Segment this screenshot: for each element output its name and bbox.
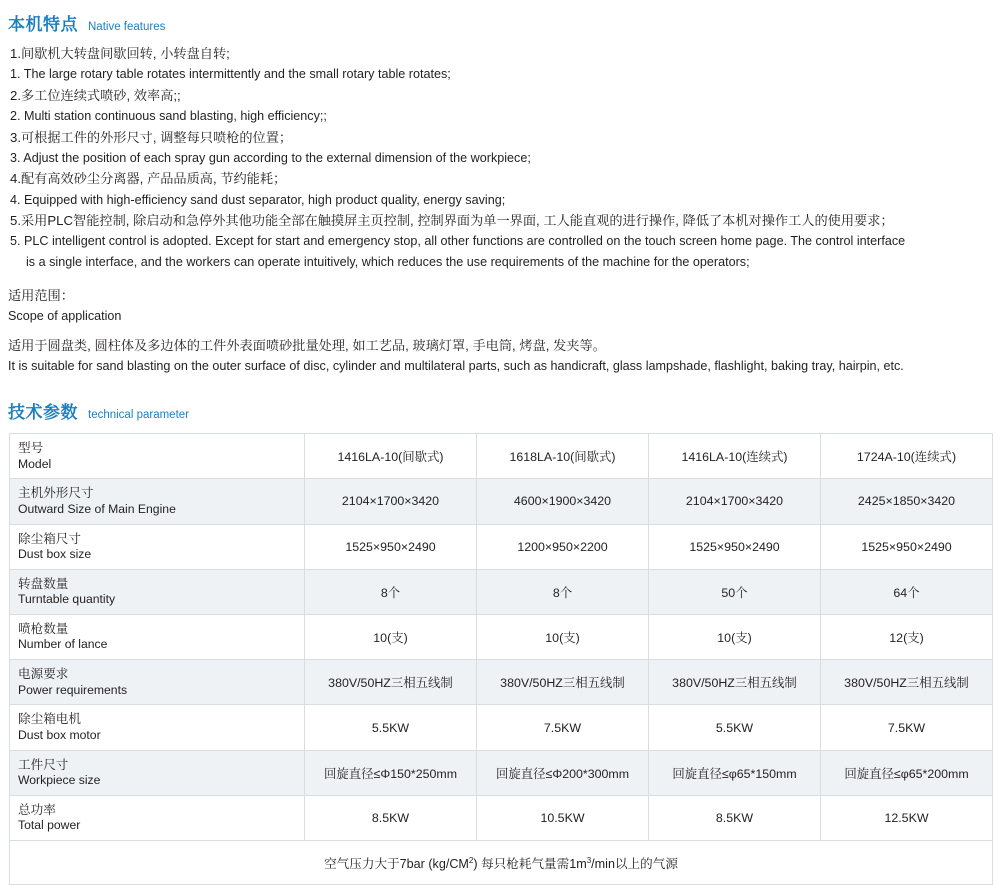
row-label-en: Outward Size of Main Engine [18,501,176,516]
table-footnote [10,841,993,885]
cell-value: 1618LA-10(间歇式) [477,434,649,479]
params-section-header [8,398,992,423]
feature-item: 1.间歇机大转盘间歇回转, 小转盘自转; [10,46,230,61]
footnote-sup-area: 2 [468,855,474,865]
scope-section [8,286,992,376]
features-title-en: Native features [88,21,166,33]
features-list [10,43,992,272]
params-title-cn: 技术参数 [8,403,78,423]
table-footnote-row [10,841,993,885]
table-row [10,795,993,840]
cell-value: 4600×1900×3420 [477,479,649,524]
cell-value: 8个 [477,569,649,614]
cell-value: 10(支) [305,615,477,660]
features-section-header [8,10,992,35]
row-label-en: Power requirements [18,682,128,697]
cell-value: 回旋直径≤φ65*150mm [649,750,821,795]
row-label-en: Number of lance [18,637,108,652]
row-label-en: Dust box motor [18,727,101,742]
footnote-suffix: ) 每只枪耗气量需1m [473,857,587,872]
footnote-sup-volume: 3 [586,855,592,865]
row-label-cn: 喷枪数量 [18,622,69,637]
row-label [10,750,305,795]
row-label-en: Model [18,456,52,471]
cell-value: 64个 [821,569,993,614]
cell-value: 8.5KW [305,795,477,840]
feature-item: 2.多工位连续式喷砂, 效率高;; [10,87,181,103]
row-label [10,705,305,750]
row-label-cn: 转盘数量 [18,576,69,591]
row-label [10,479,305,524]
feature-item: 3.可根据工件的外形尺寸, 调整每只喷枪的位置； [10,129,293,145]
row-label-cn: 电源要求 [18,667,69,682]
table-row [10,750,993,795]
row-label [10,434,305,479]
table-row [10,524,993,569]
table-row [10,705,993,750]
row-label-en: Turntable quantity [18,592,116,607]
cell-value: 10(支) [649,615,821,660]
row-label-en: Total power [18,818,81,833]
cell-value: 1416LA-10(间歇式) [305,434,477,479]
row-label-cn: 工件尺寸 [18,757,69,772]
cell-value: 380V/50HZ三相五线制 [821,660,993,705]
feature-item: 4.配有高效砂尘分离器, 产品品质高, 节约能耗； [10,171,287,187]
row-label [10,660,305,705]
feature-item: 2. Multi station continuous sand blasting, high efficiency;; [10,109,327,124]
cell-value: 380V/50HZ三相五线制 [649,660,821,705]
cell-value: 50个 [649,569,821,614]
cell-value: 回旋直径≤Φ150*250mm [305,750,477,795]
feature-item: is a single interface, and the workers can operate intuitively, which reduces the use requirements of the machine for the operators; [26,254,750,269]
cell-value: 380V/50HZ三相五线制 [305,660,477,705]
cell-value: 2104×1700×3420 [649,479,821,524]
table-row [10,569,993,614]
row-label [10,795,305,840]
footnote-end: /min以上的气源 [591,857,678,872]
footnote-prefix: 空气压力大于7bar (kg/CM [324,857,469,872]
cell-value: 5.5KW [305,705,477,750]
cell-value: 12(支) [821,615,993,660]
row-label-en: Dust box size [18,546,92,561]
cell-value: 1525×950×2490 [649,524,821,569]
params-title-en: technical parameter [88,409,189,422]
row-label-cn: 型号 [18,441,44,456]
cell-value: 回旋直径≤Φ200*300mm [477,750,649,795]
feature-item: 1. The large rotary table rotates intermittently and the small rotary table rotates; [10,67,451,82]
cell-value: 380V/50HZ三相五线制 [477,660,649,705]
table-row [10,479,993,524]
cell-value: 8个 [305,569,477,614]
cell-value: 5.5KW [649,705,821,750]
cell-value: 回旋直径≤φ65*200mm [821,750,993,795]
cell-value: 10(支) [477,615,649,660]
cell-value: 1200×950×2200 [477,524,649,569]
row-label-en: Workpiece size [18,773,101,788]
cell-value: 2425×1850×3420 [821,479,993,524]
scope-body-en: It is suitable for sand blasting on the outer surface of disc, cylinder and multilateral parts, such as handicraft, glass lampshade, flashlight, baking tray, hairpin, etc. [8,358,904,373]
cell-value: 7.5KW [477,705,649,750]
cell-value: 1724A-10(连续式) [821,434,993,479]
feature-item: 4. Equipped with high-efficiency sand dust separator, high product quality, energy saving; [10,192,506,207]
row-label [10,569,305,614]
row-label [10,615,305,660]
feature-item: 5. PLC intelligent control is adopted. Except for start and emergency stop, all other functions are controlled on the touch screen home page. The control interface [10,234,906,249]
scope-title-en: Scope of application [8,308,122,323]
specifications-table [9,433,993,885]
cell-value: 1525×950×2490 [305,524,477,569]
table-row [10,615,993,660]
feature-item: 5.采用PLC智能控制, 除启动和急停外其他功能全部在触摸屏主页控制, 控制界面为单一界面, 工人能直观的进行操作, 降低了本机对操作工人的使用要求； [10,213,894,229]
table-row [10,434,993,479]
scope-body-cn: 适用于圆盘类, 圆柱体及多边体的工件外表面喷砂批量处理, 如工艺品, 玻璃灯罩, 手电筒, 烤盘, 发夹等。 [8,338,606,354]
table-row [10,660,993,705]
cell-value: 10.5KW [477,795,649,840]
cell-value: 2104×1700×3420 [305,479,477,524]
cell-value: 12.5KW [821,795,993,840]
cell-value: 8.5KW [649,795,821,840]
row-label-cn: 除尘箱电机 [18,712,81,727]
row-label-cn: 主机外形尺寸 [18,486,94,501]
feature-item: 3. Adjust the position of each spray gun according to the external dimension of the workpiece; [10,150,531,165]
cell-value: 1416LA-10(连续式) [649,434,821,479]
row-label-cn: 总功率 [18,802,56,817]
cell-value: 7.5KW [821,705,993,750]
cell-value: 1525×950×2490 [821,524,993,569]
scope-title-cn: 适用范围： [8,288,74,304]
row-label-cn: 除尘箱尺寸 [18,531,81,546]
features-title-cn: 本机特点 [8,15,78,34]
row-label [10,524,305,569]
